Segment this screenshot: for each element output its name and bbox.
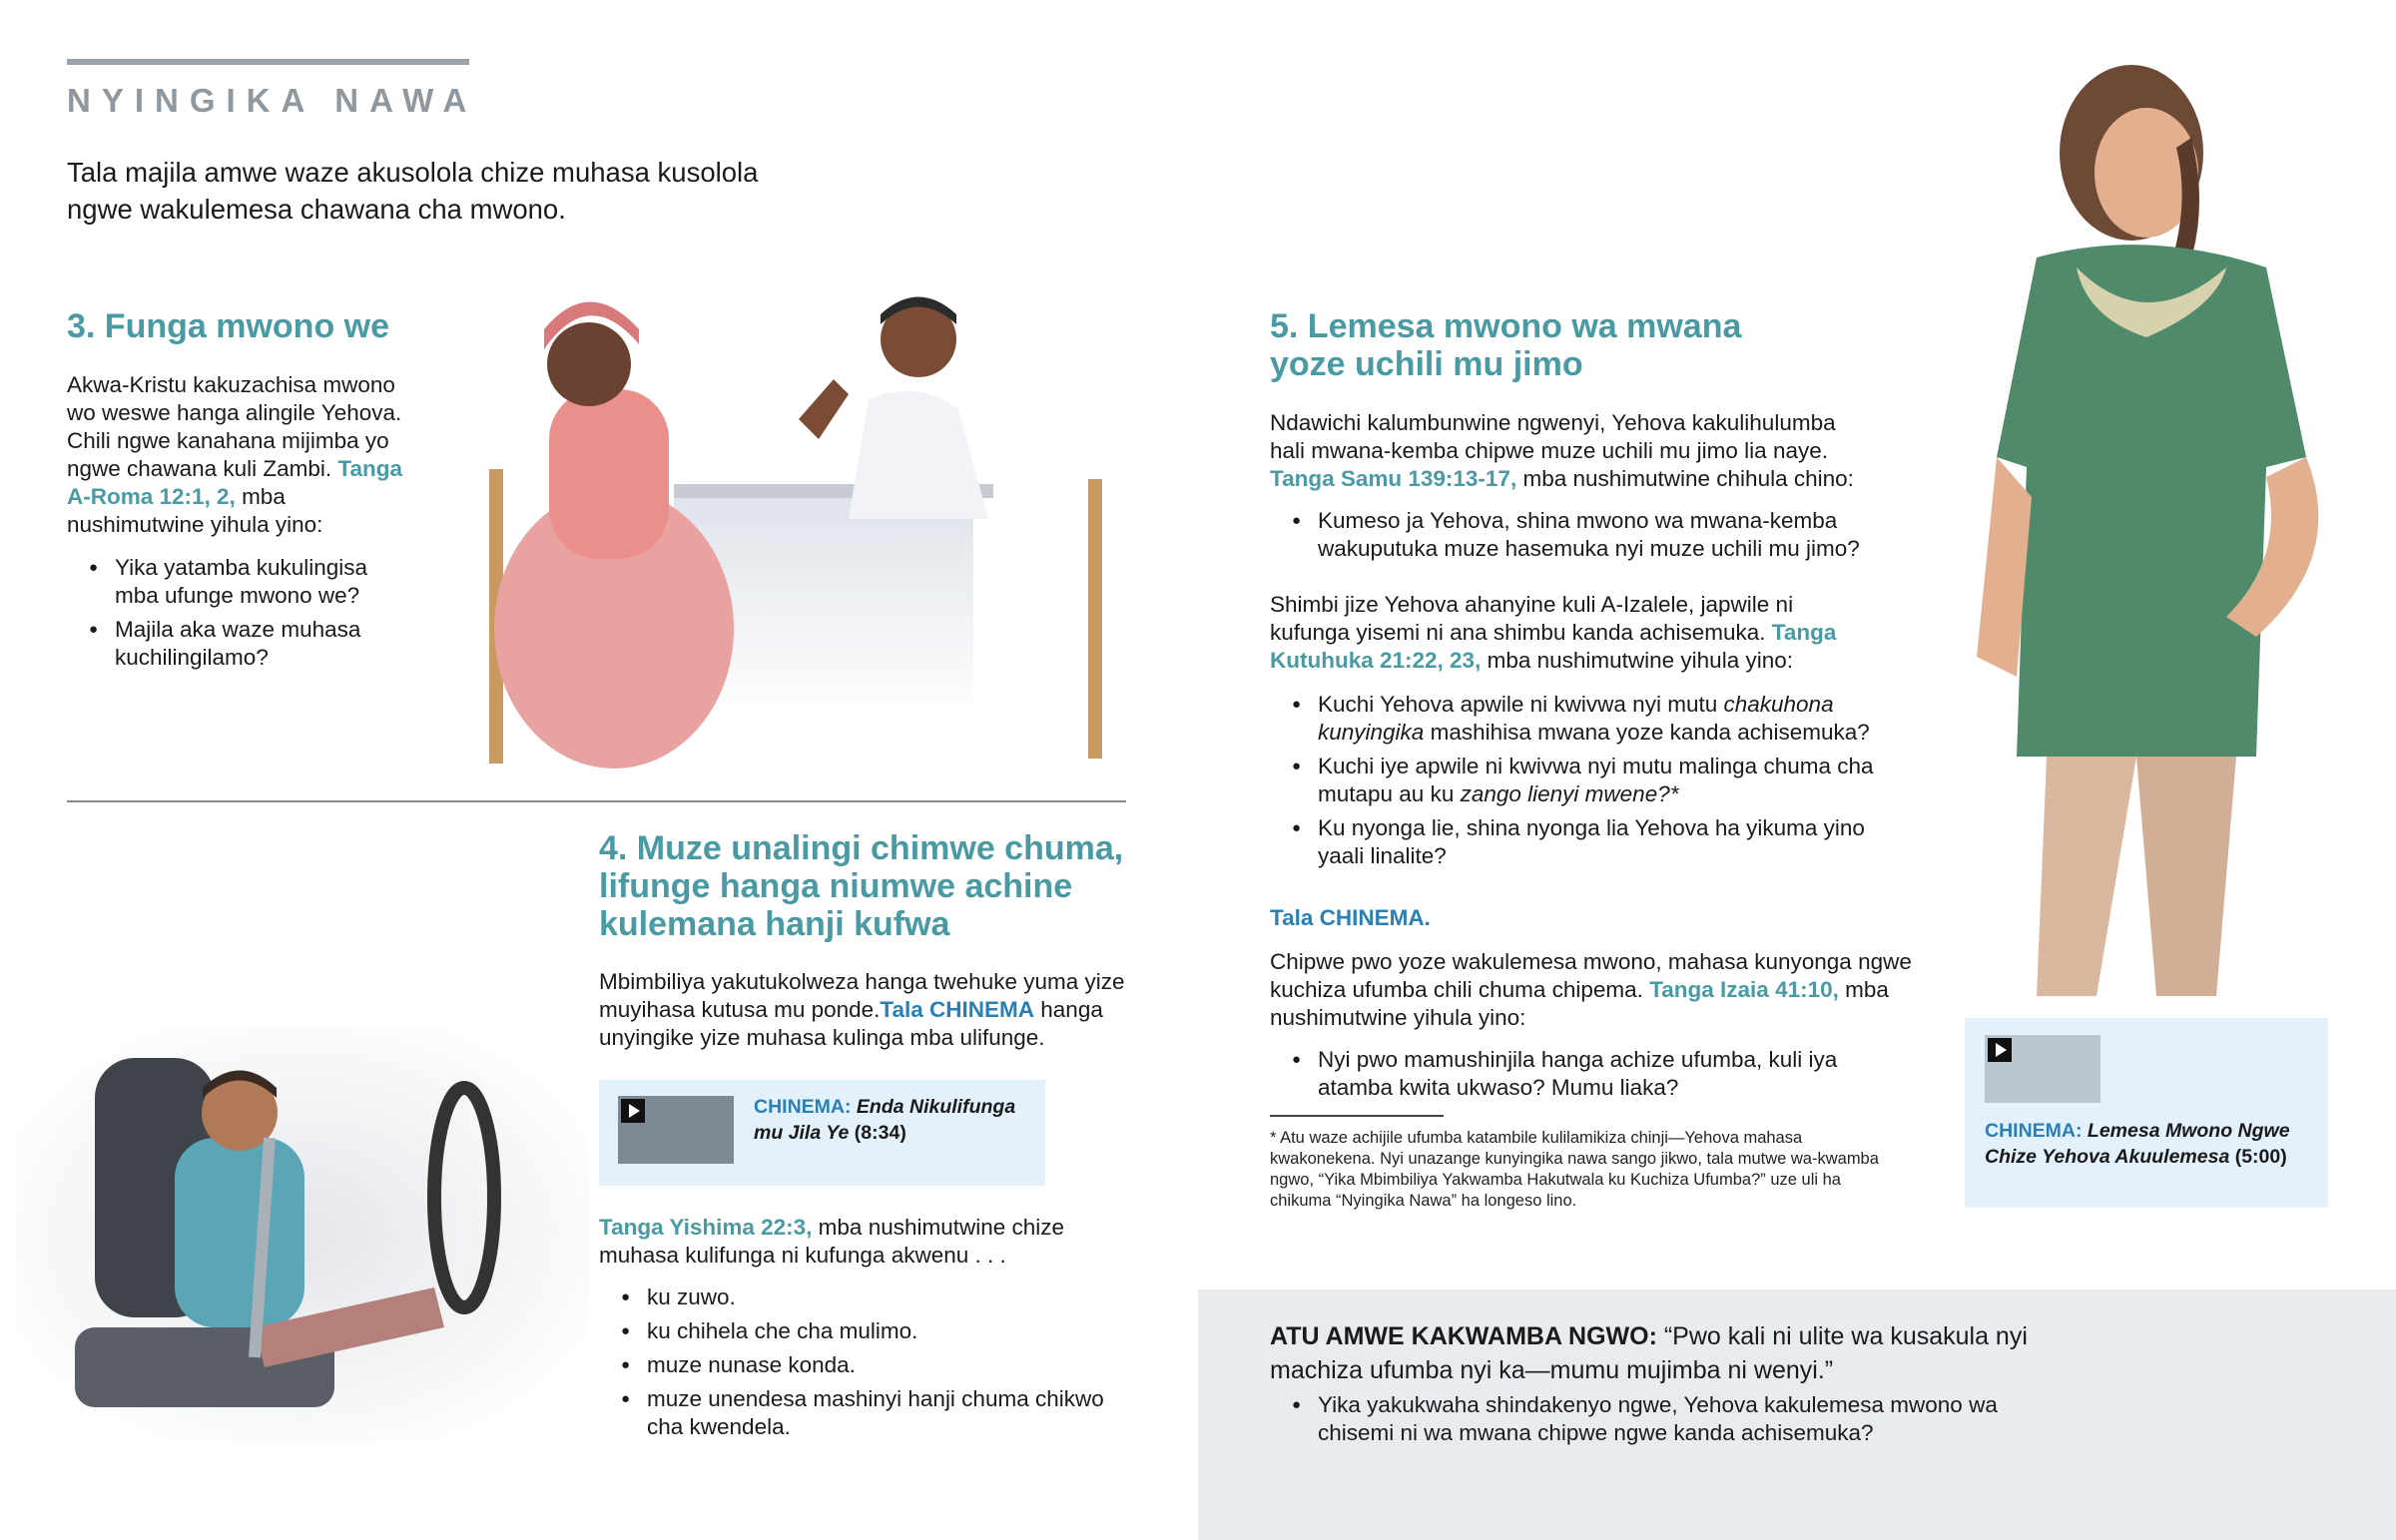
section5-after-ref3: mba nushimutwine yihula yino: bbox=[1270, 977, 1889, 1030]
video-title: Enda Nikulifunga mu Jila Ye bbox=[754, 1096, 1016, 1144]
list-item: ● Nyi pwo mamushinjila hanga achize ufumba, kuli iya atamba kwita ukwaso? Mumu liaka? bbox=[1270, 1046, 1889, 1102]
list-item: ● Yika yakukwaha shindakenyo ngwe, Yehova kakulemesa mwono wa chisemi ni wa mwana chipwe ngwe kanda achisemuka? bbox=[1270, 1391, 2039, 1447]
section5-scripture-link-1[interactable]: Tanga Samu 139:13-17, bbox=[1270, 466, 1517, 491]
section5-paragraph2 bbox=[1270, 591, 1869, 675]
video-title: Lemesa Mwono Ngwe Chize Yehova Akuulemesa bbox=[1985, 1120, 2290, 1168]
section5-questions-2 bbox=[1270, 691, 1889, 876]
play-icon[interactable] bbox=[1988, 1038, 2012, 1062]
section5-questions-1 bbox=[1270, 507, 1889, 569]
section4-video-card[interactable] bbox=[599, 1080, 1045, 1186]
section5-scripture-link-3[interactable]: Tanga Izaia 41:10, bbox=[1649, 977, 1839, 1002]
section3-heading: 3. Funga mwono we bbox=[67, 307, 390, 345]
section4-after-ref: mba nushimutwine chize muhasa kulifunga ni kufunga akwenu . . . bbox=[599, 1215, 1065, 1268]
section3-scripture-link[interactable]: Tanga A-Roma 12:1, 2, bbox=[67, 456, 402, 509]
section5-scripture-link-2[interactable]: Tanga Kutuhuka 21:22, 23, bbox=[1270, 620, 1837, 673]
video-duration: (5:00) bbox=[2229, 1146, 2287, 1168]
section5-paragraph3 bbox=[1270, 948, 1929, 1032]
section5-p2: Shimbi jize Yehova ahanyine kuli A-Izalele, japwile ni kufunga yisemi ni ana shimbu kanda achisemuka. bbox=[1270, 592, 1794, 645]
list-item: ● ku chihela che cha mulimo. bbox=[599, 1317, 1138, 1345]
section5-p1: Ndawichi kalumbunwine ngwenyi, Yehova kakulihulumba hali mwana-kemba chipwe muze uchili mu jimo lia naye. bbox=[1270, 410, 1836, 463]
list-item: ● Yika yatamba kukulingisa mba ufunge mwono we? bbox=[67, 554, 396, 610]
section5-paragraph1 bbox=[1270, 409, 1869, 493]
header-rule bbox=[67, 59, 469, 65]
intro-text: Tala majila amwe waze akusolola chize muhasa kusolola ngwe wakulemesa chawana cha mwono. bbox=[67, 157, 759, 225]
list-item: ● muze nunase konda. bbox=[599, 1351, 1138, 1379]
doctor-consultation-illustration bbox=[489, 279, 1128, 769]
section-kicker: NYINGIKA NAWA bbox=[67, 82, 478, 119]
objection-questions bbox=[1270, 1391, 2039, 1453]
section5-p3: Chipwe pwo yoze wakulemesa mwono, mahasa kunyonga ngwe kuchiza ufumba chili chuma chipema. bbox=[1270, 949, 1912, 1002]
video-thumbnail[interactable] bbox=[618, 1096, 734, 1164]
section-divider bbox=[67, 800, 1126, 802]
objection-quote bbox=[1270, 1319, 2039, 1387]
section4-questions bbox=[599, 1283, 1138, 1447]
section5-heading: 5. Lemesa mwono wa mwana yoze uchili mu jimo bbox=[1270, 307, 1742, 383]
section5-video-link[interactable]: Tala CHINEMA. bbox=[1270, 905, 1431, 930]
play-icon[interactable] bbox=[621, 1099, 645, 1123]
section5-questions-3 bbox=[1270, 1046, 1889, 1108]
video-duration: (8:34) bbox=[849, 1122, 906, 1144]
list-item: ● Kuchi iye apwile ni kwivwa nyi mutu malinga chuma cha mutapu au ku zango lienyi mwene?* bbox=[1270, 753, 1889, 808]
section4-video-link[interactable]: Tala CHINEMA bbox=[880, 997, 1035, 1022]
video-label: CHINEMA: bbox=[1985, 1120, 2083, 1142]
footnote: * Atu waze achijile ufumba katambile kulilamikiza chinji—Yehova mahasa kwakonekena. Nyi unazange kunyingika nawa sango jikwo, tala mutwe wa-kwamba ngwo, “Yika Mbimbiliya Yakwamba Hakutwala ku Kuchiza Ufumba?” uze uli ha chikuma “Nyingika Nawa” ha longeso lino. bbox=[1270, 1129, 1879, 1210]
pregnant-woman-illustration bbox=[1957, 38, 2356, 1016]
section4-body bbox=[599, 968, 1138, 1052]
section4-heading: 4. Muze unalingi chimwe chuma, lifunge hanga niumwe achine kulemana hanji kufwa bbox=[599, 829, 1124, 943]
video-label: CHINEMA: bbox=[754, 1096, 852, 1118]
section5-video-card[interactable] bbox=[1965, 1018, 2328, 1208]
section5-after-ref2: mba nushimutwine yihula yino: bbox=[1481, 648, 1793, 673]
section5-video-caption bbox=[1985, 1118, 2314, 1170]
list-item: ● Kuchi Yehova apwile ni kwivwa nyi mutu chakuhona kunyingika mashihisa mwana yoze kanda achisemuka? bbox=[1270, 691, 1889, 747]
section4-scripture bbox=[599, 1214, 1138, 1270]
video-thumbnail[interactable] bbox=[1985, 1035, 2100, 1103]
list-item: ● Kumeso ja Yehova, shina mwono wa mwana-kemba wakuputuka muze hasemuka nyi muze uchili mu jimo? bbox=[1270, 507, 1889, 563]
section4-scripture-link[interactable]: Tanga Yishima 22:3, bbox=[599, 1215, 813, 1240]
list-item: ● ku zuwo. bbox=[599, 1283, 1138, 1311]
seatbelt-illustration bbox=[15, 1028, 589, 1442]
objection-text: “Pwo kali ni ulite wa kusakula nyi machiza ufumba nyi ka—mumu mujimba ni wenyi.” bbox=[1270, 1322, 2028, 1384]
section3-questions bbox=[67, 554, 396, 678]
objection-lead: ATU AMWE KAKWAMBA NGWO: bbox=[1270, 1322, 1657, 1350]
section4-after-link: hanga unyingike yize muhasa kulinga mba ulifunge. bbox=[599, 997, 1103, 1050]
section4-video-caption bbox=[754, 1094, 1033, 1146]
list-item: ● muze unendesa mashinyi hanji chuma chikwo cha kwendela. bbox=[599, 1385, 1138, 1441]
section4-text: Mbimbiliya yakutukolweza hanga twehuke yuma yize muyihasa kutusa mu ponde. bbox=[599, 969, 1125, 1022]
section3-body bbox=[67, 371, 416, 539]
section3-text: Akwa-Kristu kakuzachisa mwono wo weswe hanga alingile Yehova. Chili ngwe kanahana mijimba yo ngwe chawana kuli Zambi. bbox=[67, 372, 402, 481]
list-item: ● Majila aka waze muhasa kuchilingilamo? bbox=[67, 616, 396, 672]
footnote-marker[interactable]: * bbox=[1669, 781, 1679, 806]
list-item: ● Ku nyonga lie, shina nyonga lia Yehova ha yikuma yino yaali linalite? bbox=[1270, 814, 1889, 870]
footnote-rule bbox=[1270, 1115, 1444, 1117]
section5-after-ref1: mba nushimutwine chihula chino: bbox=[1516, 466, 1854, 491]
section3-after-ref: mba nushimutwine yihula yino: bbox=[67, 484, 323, 537]
